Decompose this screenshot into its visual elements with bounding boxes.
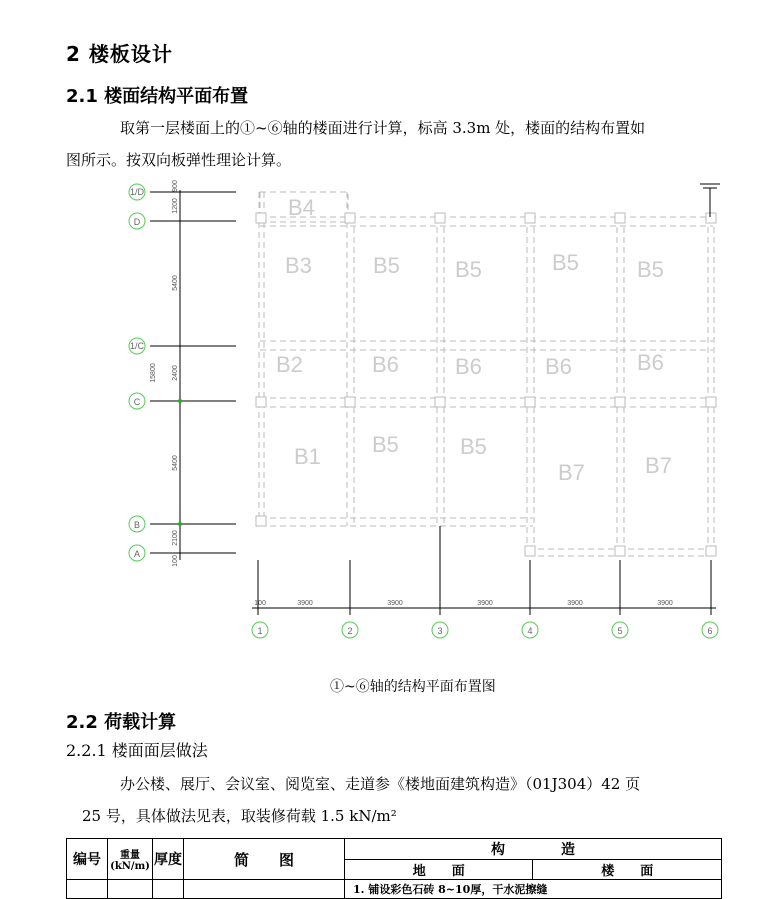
dim-h-3900-5: 3900 [657,600,673,607]
dim-h-3900-2: 3900 [387,600,403,607]
table-header-thickness: 厚度 [153,839,184,880]
table-cell-empty [108,880,153,899]
dim-v-5400-upper: 5400 [172,275,179,291]
table-header-floor: 地 面 [345,860,533,880]
floor-finish-table [66,838,722,899]
axis-label-1: 1 [257,626,263,636]
table-cell-empty [184,880,345,899]
section-heading-2-2: 2.2 荷载计算 [66,712,177,733]
paragraph-1-line-1: 取第一层楼面上的①~⑥轴的楼面进行计算，标高 3.3m 处，楼面的结构布置如 [120,119,646,137]
slab-B1: B1 [294,444,321,469]
axis-label-1C: 1/C [129,341,145,351]
slab-B5-r1c2: B5 [373,253,400,278]
slab-B7-c5: B7 [645,453,672,478]
dim-h-3900-4: 3900 [567,600,583,607]
figure-caption: ①~⑥轴的结构平面布置图 [330,679,496,695]
dim-h-100: 100 [254,600,266,607]
section-heading-2-2-1: 2.2.1 楼面面层做法 [66,741,208,760]
dim-v-900: 900 [172,180,179,192]
table-cell-empty [67,880,108,899]
dim-v-2100: 2100 [172,530,179,546]
dim-v-2400: 2400 [172,365,179,381]
table-row1-text: 1. 铺设彩色石砖 8~10厚，干水泥擦缝 [345,880,722,899]
table-header-no: 编号 [67,839,108,880]
axis-label-2: 2 [347,626,353,636]
slab-B5-r1c5: B5 [637,257,664,282]
dim-v-5400-lower: 5400 [172,455,179,471]
axis-label-A: A [133,549,141,559]
structural-floor-plan [0,176,780,646]
paragraph-2-line-2: 25 号，具体做法见表，取装修荷载 1.5 kN/m² [82,807,397,825]
table-header-storey: 楼 面 [533,860,722,880]
axis-label-1D: 1/D [129,187,145,197]
axis-label-6: 6 [707,626,713,636]
dim-v-1200: 1200 [172,198,179,214]
dim-h-3900-1: 3900 [297,600,313,607]
slab-B6-r2c2: B6 [372,352,399,377]
axis-label-C: C [133,397,141,407]
axis-label-B: B [133,520,141,530]
slab-B3: B3 [285,253,312,278]
axis-label-4: 4 [527,626,533,636]
slab-B5-r1c4: B5 [552,250,579,275]
axis-label-3: 3 [437,626,443,636]
dim-h-3900-3: 3900 [477,600,493,607]
slab-B6-r2c3: B6 [455,354,482,379]
section-heading-2-1: 2.1 楼面结构平面布置 [66,86,249,107]
slab-B4: B4 [288,195,315,220]
axis-label-5: 5 [617,626,623,636]
dim-v-100: 100 [172,555,179,567]
slab-B5-r3c2: B5 [372,432,399,457]
paragraph-2-line-1: 办公楼、展厅、会议室、阅览室、走道参《楼地面建筑构造》（01J304）42 页 [120,775,641,793]
table-cell-empty [153,880,184,899]
table-header-weight: 重量(kN/m) [108,839,153,880]
slab-B2: B2 [276,352,303,377]
table-header-construction: 构 造 [345,839,722,860]
slab-B5-r1c3: B5 [455,257,482,282]
slab-B6-r2c5: B6 [637,350,664,375]
table-header-sketch: 简 图 [184,839,345,880]
section-heading-2: 2 楼板设计 [66,42,173,66]
paragraph-1-line-2: 图所示。按双向板弹性理论计算。 [66,151,292,169]
slab-B5-r3c3: B5 [460,434,487,459]
dim-v-15800: 15800 [150,363,157,383]
slab-B7-c4: B7 [558,460,585,485]
slab-B6-r2c4: B6 [545,354,572,379]
axis-label-D: D [133,217,141,227]
